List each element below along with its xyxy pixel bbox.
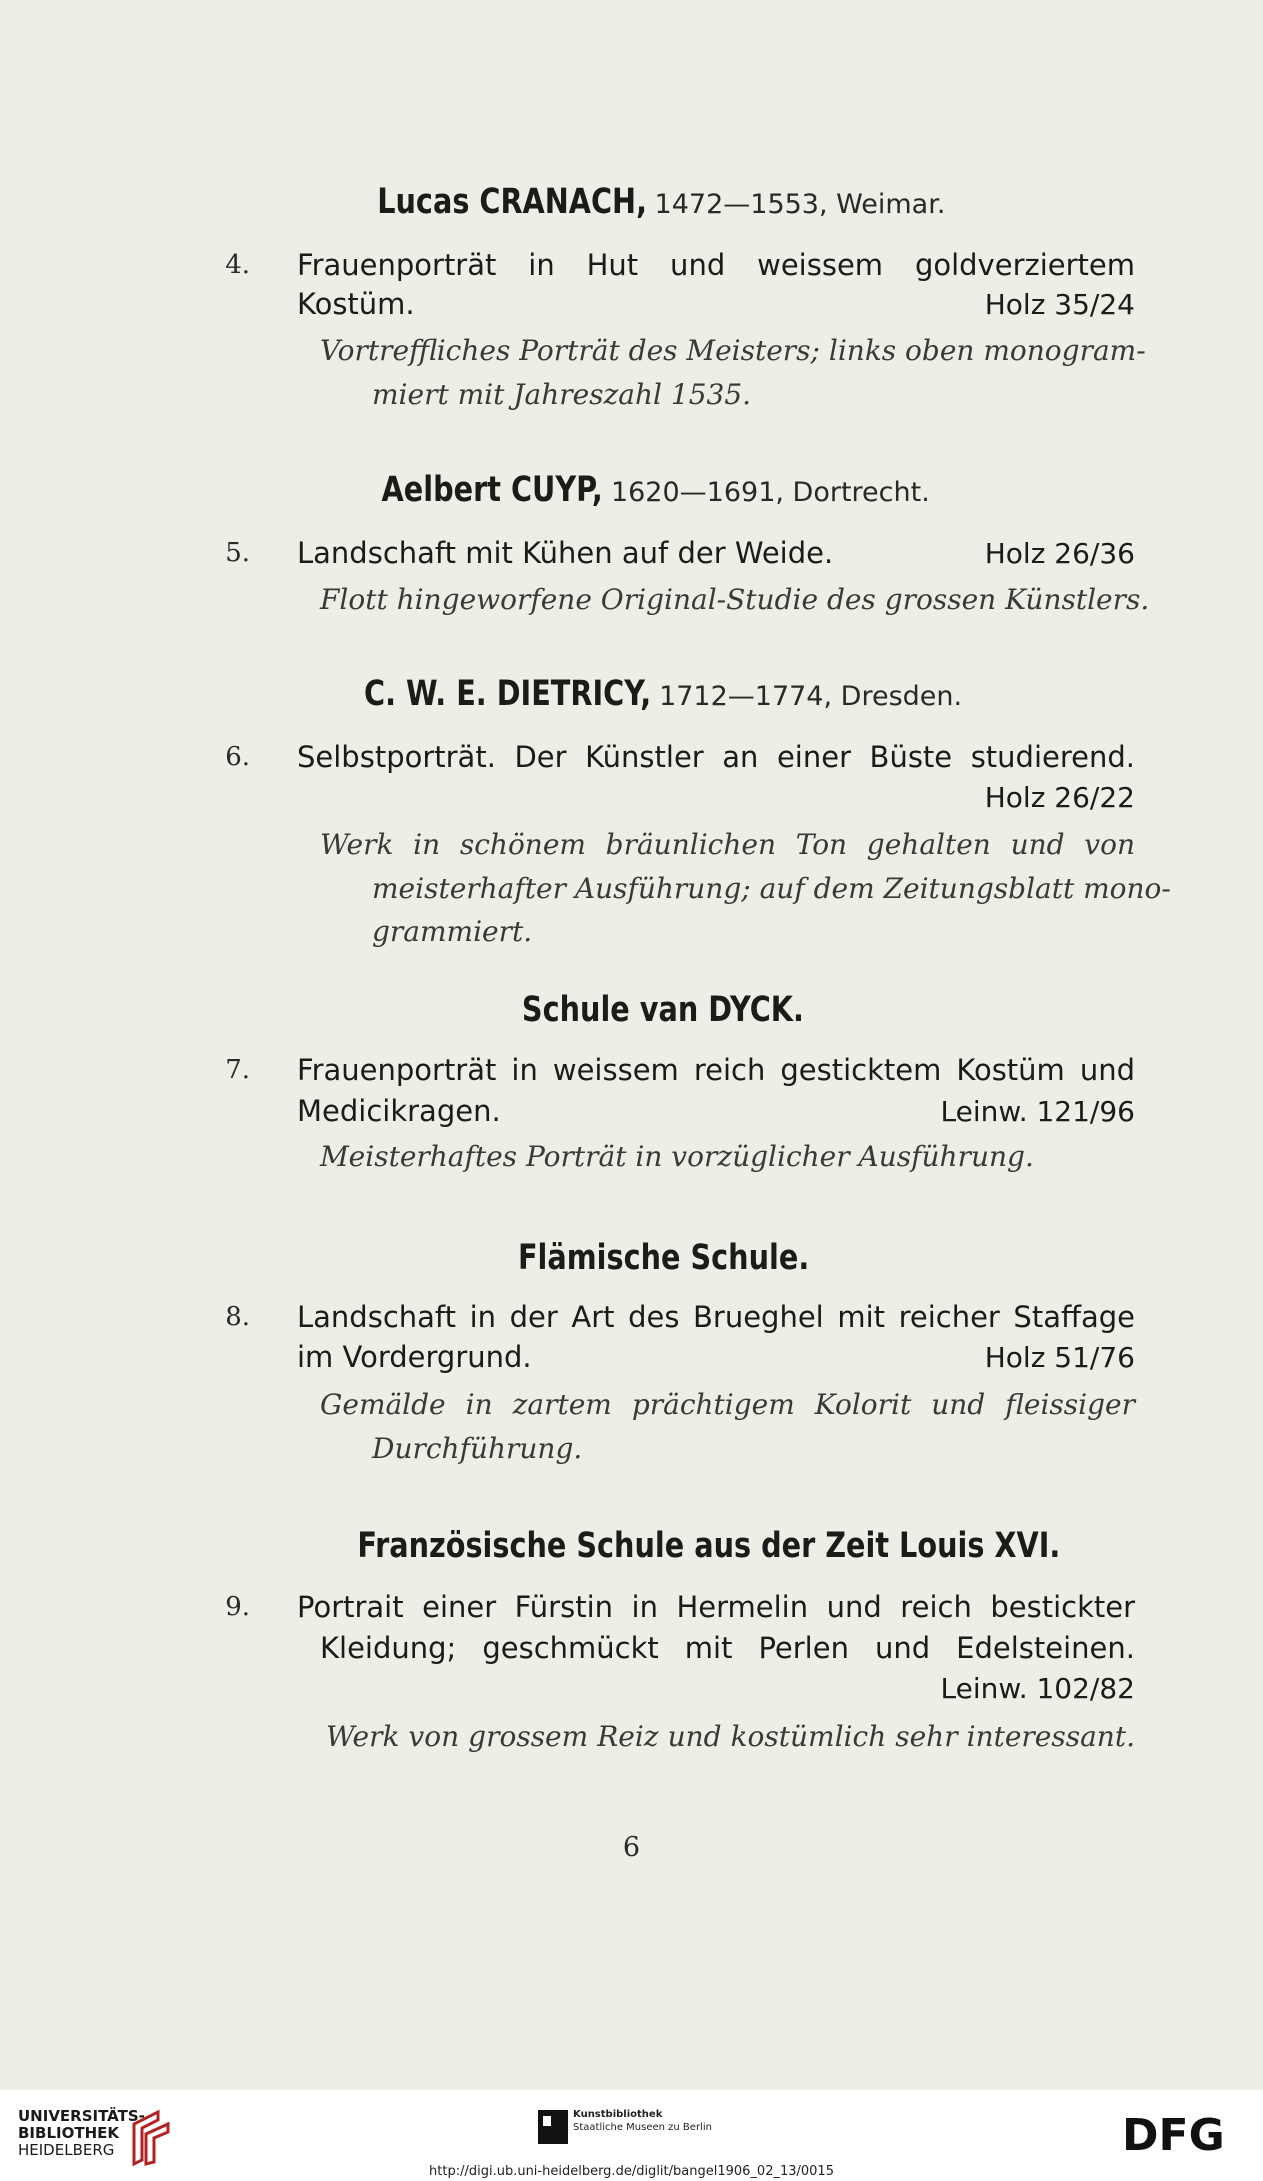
item-number: 9. xyxy=(225,1592,250,1622)
school-heading-flemish xyxy=(0,1238,1263,1278)
item-material: Holz 26/22 xyxy=(984,781,1135,814)
dfg-logo-text: DFG xyxy=(1122,2110,1225,2156)
school-heading-french xyxy=(0,1526,1263,1566)
item-note-line: grammiert. xyxy=(372,915,533,948)
artist-heading-cranach xyxy=(0,182,1263,222)
item-title-line: Frauenporträt in weissem reich gesticktem Kostüm und xyxy=(297,1053,1135,1087)
school-name: Schule van DYCK. xyxy=(521,990,804,1030)
school-name: Französische Schule aus der Zeit Louis XVI. xyxy=(357,1526,1061,1566)
item-title-line: Medicikragen. xyxy=(297,1094,501,1128)
item-title-line: Portrait einer Fürstin in Hermelin und reich bestickter xyxy=(297,1590,1135,1624)
item-number: 8. xyxy=(225,1302,250,1332)
item-note-line: Meisterhaftes Porträt in vorzüglicher Ausführung. xyxy=(320,1140,1034,1173)
ub-heidelberg-label xyxy=(18,2108,145,2159)
kunstbibliothek-logo-icon xyxy=(538,2110,568,2144)
item-number: 4. xyxy=(225,250,250,280)
ub-line: UNIVERSITÄTS- xyxy=(18,2107,145,2125)
item-material: Holz 35/24 xyxy=(984,288,1135,321)
item-note-line: Werk von grossem Reiz und kostümlich sehr interessant. xyxy=(326,1720,1135,1753)
item-note-line: miert mit Jahreszahl 1535. xyxy=(372,378,752,411)
kb-line: Staatliche Museen zu Berlin xyxy=(573,2122,712,2133)
digitization-footer xyxy=(0,2090,1263,2181)
artist-name: C. W. E. DIETRICY, xyxy=(363,674,652,714)
item-note-line: Werk in schönem bräunlichen Ton gehalten und von xyxy=(320,828,1135,861)
item-title-line: Frauenporträt in Hut und weissem goldverziertem xyxy=(297,248,1135,282)
item-title-line: Kostüm. xyxy=(297,287,415,321)
item-material: Leinw. 102/82 xyxy=(940,1672,1135,1705)
artist-heading-dietricy xyxy=(0,674,1263,714)
artist-dates: 1712—1774, Dresden. xyxy=(659,681,963,712)
item-title-line: Kleidung; geschmückt mit Perlen und Edelsteinen. xyxy=(320,1631,1135,1665)
item-note-line: Vortreffliches Porträt des Meisters; links oben monogram- xyxy=(320,334,1146,367)
artist-name: Aelbert CUYP, xyxy=(381,470,603,510)
item-material: Holz 51/76 xyxy=(984,1341,1135,1374)
source-url[interactable]: http://digi.ub.uni-heidelberg.de/diglit/bangel1906_02_13/0015 xyxy=(429,2164,834,2179)
item-note-line: Flott hingeworfene Original-Studie des grossen Künstlers. xyxy=(320,583,1150,616)
ub-line: BIBLIOTHEK xyxy=(18,2124,119,2142)
item-number: 5. xyxy=(225,538,250,568)
item-material: Holz 26/36 xyxy=(984,537,1135,570)
artist-dates: 1620—1691, Dortrecht. xyxy=(610,477,930,508)
item-number: 7. xyxy=(225,1055,250,1085)
item-material: Leinw. 121/96 xyxy=(940,1095,1135,1128)
artist-name: Lucas CRANACH, xyxy=(376,182,647,222)
dfg-logo-icon xyxy=(1120,2110,1244,2156)
item-title-line: Landschaft in der Art des Brueghel mit reicher Staffage xyxy=(297,1300,1135,1334)
school-name: Flämische Schule. xyxy=(517,1238,810,1278)
item-title-line: im Vordergrund. xyxy=(297,1340,532,1374)
artist-dates: 1472—1553, Weimar. xyxy=(654,189,946,220)
artist-heading-cuyp xyxy=(0,470,1263,510)
item-note-line: Gemälde in zartem prächtigem Kolorit und fleissiger xyxy=(320,1388,1135,1421)
item-title-line: Selbstporträt. Der Künstler an einer Büste studierend. xyxy=(297,740,1135,774)
item-title-line: Landschaft mit Kühen auf der Weide. xyxy=(297,536,834,570)
kunstbibliothek-label xyxy=(573,2108,712,2134)
item-number: 6. xyxy=(225,742,250,772)
item-note-line: meisterhafter Ausführung; auf dem Zeitungsblatt mono- xyxy=(372,872,1171,905)
ub-line: HEIDELBERG xyxy=(18,2141,115,2159)
kb-line: Kunstbibliothek xyxy=(573,2109,663,2120)
school-heading-dyck xyxy=(0,990,1263,1030)
page-number: 6 xyxy=(622,1832,641,1863)
ub-logo-icon xyxy=(128,2104,176,2168)
item-note-line: Durchführung. xyxy=(372,1432,583,1465)
